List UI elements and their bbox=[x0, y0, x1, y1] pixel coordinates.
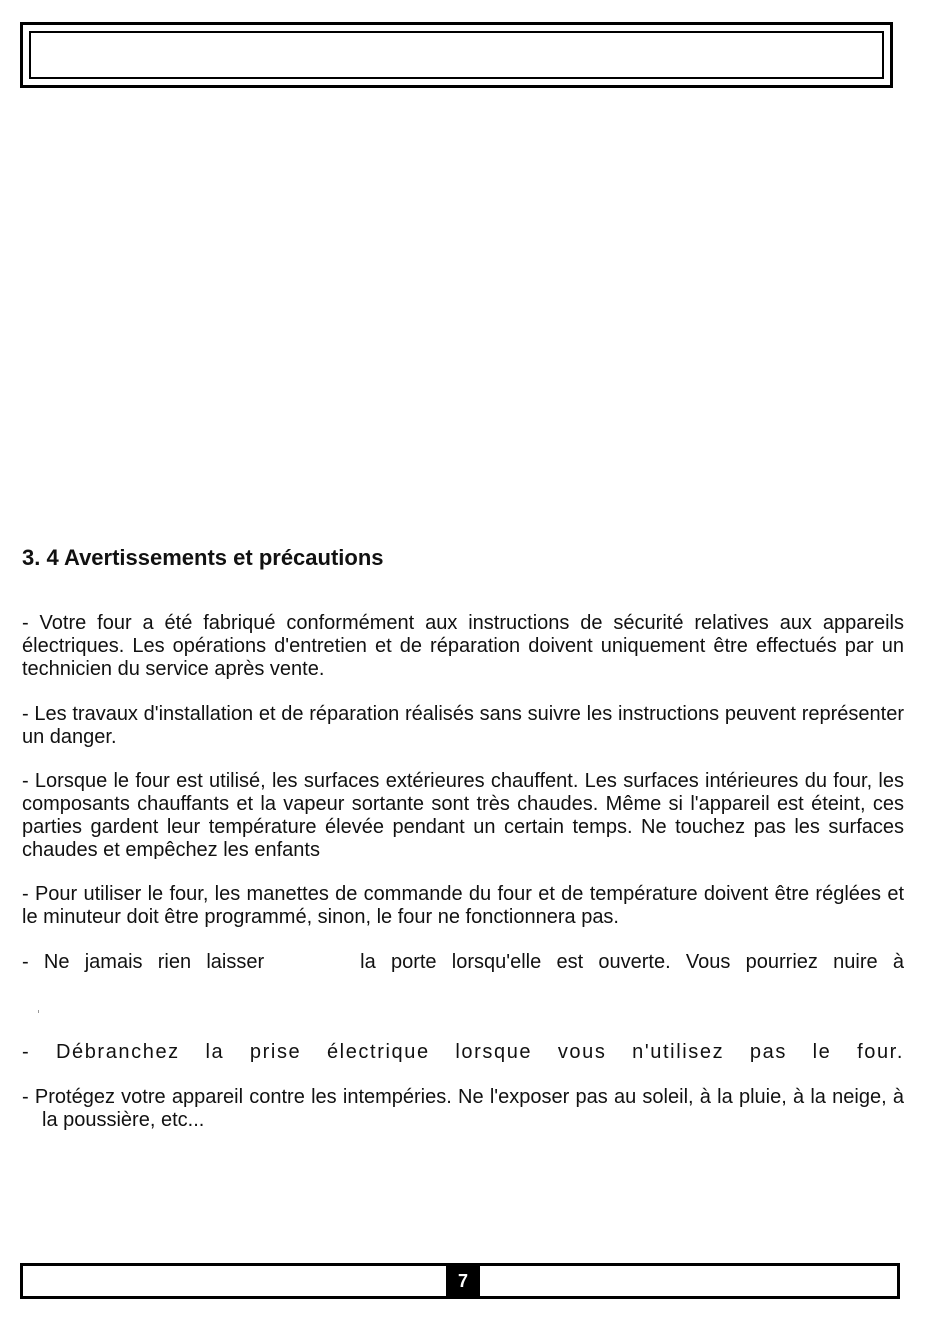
paragraph-door-open bbox=[22, 951, 904, 974]
paragraph-door-open-end: la porte lorsqu'elle est ouverte. Vous pourriez nuire à bbox=[360, 951, 904, 973]
header-frame bbox=[20, 22, 893, 88]
section-title: 3. 4 Avertissements et précautions bbox=[22, 545, 384, 570]
paragraph-controls-timer: - Pour utiliser le four, les manettes de commande du four et de température doivent être réglées et le minuteur doit être programmé, sinon, le four ne fonctionnera pas. bbox=[22, 883, 904, 928]
paragraph-weather-protection: - Protégez votre appareil contre les intempéries. Ne l'exposer pas au soleil, à la pluie, à la neige, à la poussière, etc... bbox=[22, 1086, 904, 1131]
paragraph-unplug: - Débranchez la prise électrique lorsque vous n'utilisez pas le four. bbox=[22, 1041, 904, 1063]
page-number: 7 bbox=[446, 1266, 480, 1296]
stray-mark bbox=[38, 1010, 39, 1013]
header-inner-border bbox=[29, 31, 884, 79]
paragraph-door-open-start: - Ne jamais rien laisser bbox=[22, 951, 265, 973]
paragraph-hot-surfaces: - Lorsque le four est utilisé, les surfaces extérieures chauffent. Les surfaces intérieures du four, les composants chauffants et la vapeur sortante sont très chaudes. Même si l'appareil est éteint, ces parties gardent leur température élevée pendant un certain temps. Ne touchez pas les surfaces chaudes et empêchez les enfants bbox=[22, 770, 904, 859]
footer-frame bbox=[20, 1263, 900, 1299]
paragraph-safety-standards: - Votre four a été fabriqué conformément aux instructions de sécurité relatives aux appareils électriques. Les opérations d'entretien et de réparation doivent uniquement être effectués par un technicien du service après vente. bbox=[22, 612, 904, 680]
paragraph-installation-danger: - Les travaux d'installation et de réparation réalisés sans suivre les instructions peuvent représenter un danger. bbox=[22, 703, 904, 748]
